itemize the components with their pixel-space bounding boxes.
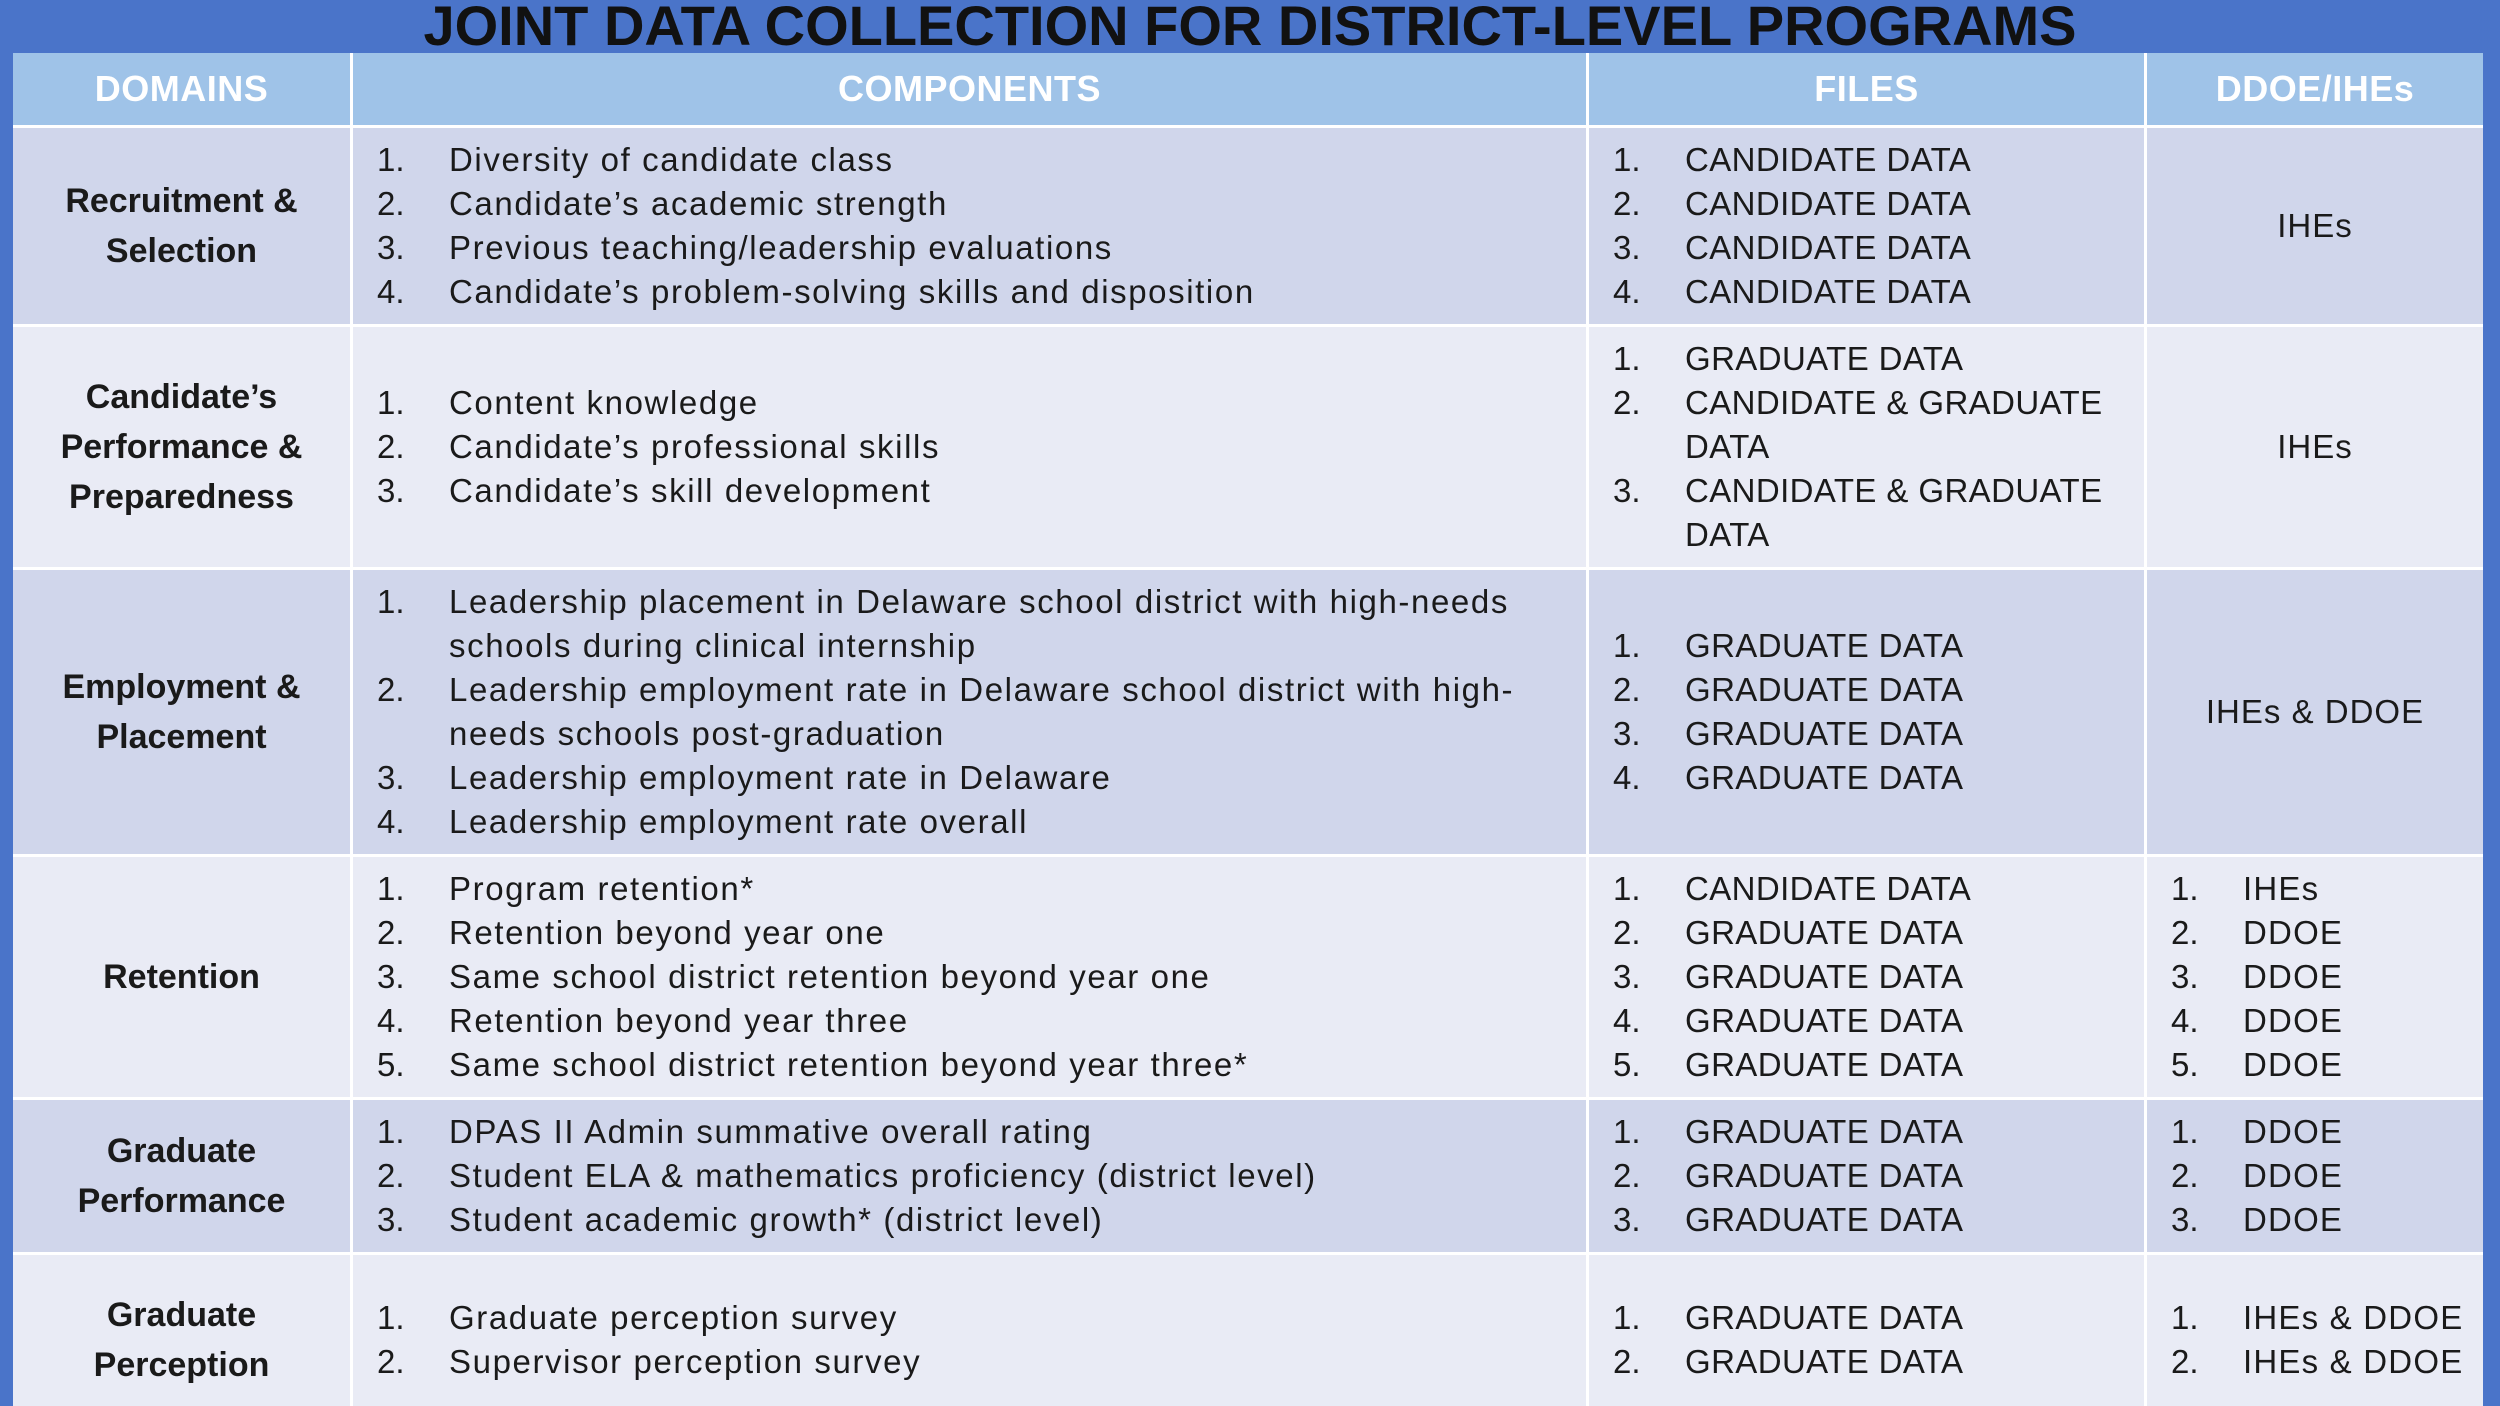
item-number: 2.	[1613, 384, 1641, 421]
file-item-text: GRADUATE DATA	[1685, 715, 1964, 752]
file-item-text: GRADUATE DATA	[1685, 1342, 1964, 1380]
owner-item-text: DDOE	[2243, 914, 2344, 951]
owner-item	[2155, 911, 2475, 955]
table-row	[13, 1255, 2483, 1406]
table-row	[13, 570, 2483, 857]
component-item	[361, 1296, 1578, 1340]
item-number: 1.	[1613, 141, 1641, 178]
components-cell	[353, 1255, 1589, 1406]
file-item	[1597, 668, 2136, 712]
item-number: 2.	[377, 1157, 405, 1194]
file-item-text: CANDIDATE DATA	[1685, 870, 1972, 907]
item-number: 1.	[377, 583, 405, 620]
domain-cell: Employment & Placement	[13, 570, 353, 857]
files-cell-list	[1597, 1296, 2136, 1384]
item-number: 2.	[1613, 185, 1641, 222]
components-cell-list	[361, 1110, 1578, 1242]
component-item	[361, 1154, 1578, 1198]
component-item	[361, 756, 1578, 800]
owner-item-text: DDOE	[2243, 1002, 2344, 1039]
components-cell	[353, 857, 1589, 1100]
owner-item-text: DDOE	[2243, 958, 2344, 995]
item-number: 2.	[1613, 914, 1641, 951]
files-cell	[1589, 128, 2147, 327]
file-item	[1597, 999, 2136, 1043]
component-item-text: Leadership placement in Delaware school district with high-needs schools during clinical internship	[449, 583, 1509, 664]
owner-item-text: IHEs & DDOE	[2243, 1298, 2464, 1336]
item-number: 3.	[377, 472, 405, 509]
component-item-text: Leadership employment rate overall	[449, 803, 1029, 840]
item-number: 1.	[1613, 340, 1641, 377]
item-number: 1.	[1613, 1113, 1641, 1150]
component-item	[361, 580, 1578, 668]
component-item-text: Diversity of candidate class	[449, 141, 894, 178]
component-item	[361, 999, 1578, 1043]
components-cell-list	[361, 1296, 1578, 1384]
components-cell	[353, 327, 1589, 570]
component-item-text: Same school district retention beyond year one	[449, 958, 1211, 995]
item-number: 1.	[377, 384, 405, 421]
header-files: FILES	[1589, 53, 2147, 128]
file-item-text: GRADUATE DATA	[1685, 627, 1964, 664]
files-cell-list	[1597, 867, 2136, 1087]
data-table-container	[13, 53, 2483, 1406]
item-number: 3.	[1613, 472, 1641, 509]
file-item-text: CANDIDATE & GRADUATE DATA	[1685, 384, 2103, 465]
item-number: 2.	[1613, 671, 1641, 708]
component-item-text: DPAS II Admin summative overall rating	[449, 1113, 1093, 1150]
item-number: 2.	[2171, 914, 2199, 951]
component-item-text: Graduate perception survey	[449, 1298, 898, 1336]
table-header-row	[13, 53, 2483, 128]
item-number: 2.	[377, 671, 405, 708]
owner-item	[2155, 867, 2475, 911]
component-item	[361, 270, 1578, 314]
component-item	[361, 469, 1578, 513]
file-item	[1597, 1340, 2136, 1384]
item-number: 3.	[377, 759, 405, 796]
item-number: 2.	[1613, 1157, 1641, 1194]
component-item	[361, 1043, 1578, 1087]
table-row	[13, 857, 2483, 1100]
files-cell	[1589, 570, 2147, 857]
item-number: 4.	[1613, 273, 1641, 310]
file-item-text: GRADUATE DATA	[1685, 340, 1964, 377]
domain-cell: Candidate’s Performance & Preparedness	[13, 327, 353, 570]
file-item	[1597, 337, 2136, 381]
file-item	[1597, 1110, 2136, 1154]
file-item	[1597, 270, 2136, 314]
file-item-text: GRADUATE DATA	[1685, 1298, 1964, 1336]
file-item-text: GRADUATE DATA	[1685, 1113, 1964, 1150]
component-item-text: Student ELA & mathematics proficiency (district level)	[449, 1157, 1317, 1194]
files-cell	[1589, 1255, 2147, 1406]
domain-cell: Retention	[13, 857, 353, 1100]
components-cell	[353, 1100, 1589, 1255]
component-item	[361, 800, 1578, 844]
item-number: 3.	[2171, 1201, 2199, 1238]
components-cell-list	[361, 867, 1578, 1087]
item-number: 1.	[377, 870, 405, 907]
owner-item	[2155, 1198, 2475, 1242]
owner-cell	[2147, 1100, 2483, 1255]
owner-cell-list	[2155, 867, 2475, 1087]
component-item	[361, 1340, 1578, 1384]
item-number: 3.	[377, 229, 405, 266]
component-item	[361, 226, 1578, 270]
table-body	[13, 128, 2483, 1406]
component-item-text: Retention beyond year one	[449, 914, 886, 951]
item-number: 5.	[2171, 1046, 2199, 1083]
owner-cell	[2147, 857, 2483, 1100]
file-item	[1597, 1296, 2136, 1340]
owner-item-text: DDOE	[2243, 1046, 2344, 1083]
file-item	[1597, 867, 2136, 911]
item-number: 4.	[2171, 1002, 2199, 1039]
owner-cell-list	[2155, 1110, 2475, 1242]
files-cell-list	[1597, 624, 2136, 800]
item-number: 1.	[377, 1298, 405, 1336]
owner-item	[2155, 1110, 2475, 1154]
table-row	[13, 1100, 2483, 1255]
component-item	[361, 182, 1578, 226]
item-number: 1.	[1613, 870, 1641, 907]
header-owner: DDOE/IHEs	[2147, 53, 2483, 128]
file-item-text: CANDIDATE DATA	[1685, 185, 1972, 222]
component-item-text: Leadership employment rate in Delaware school district with high-needs schools post-graduation	[449, 671, 1515, 752]
owner-item-text: DDOE	[2243, 1201, 2344, 1238]
component-item	[361, 668, 1578, 756]
file-item-text: CANDIDATE DATA	[1685, 273, 1972, 310]
item-number: 3.	[377, 958, 405, 995]
files-cell-list	[1597, 1110, 2136, 1242]
files-cell-list	[1597, 337, 2136, 557]
owner-item-text: IHEs	[2243, 870, 2320, 907]
component-item-text: Candidate’s skill development	[449, 472, 932, 509]
item-number: 1.	[1613, 1298, 1641, 1336]
table-row	[13, 327, 2483, 570]
owner-item	[2155, 1340, 2475, 1384]
component-item-text: Leadership employment rate in Delaware	[449, 759, 1112, 796]
component-item-text: Same school district retention beyond year three*	[449, 1046, 1249, 1083]
component-item-text: Supervisor perception survey	[449, 1342, 922, 1380]
components-cell-list	[361, 381, 1578, 513]
domain-cell: Recruitment & Selection	[13, 128, 353, 327]
components-cell	[353, 128, 1589, 327]
item-number: 1.	[1613, 627, 1641, 664]
item-number: 4.	[1613, 759, 1641, 796]
component-item	[361, 1198, 1578, 1242]
file-item-text: CANDIDATE & GRADUATE DATA	[1685, 472, 2103, 553]
owner-item	[2155, 1154, 2475, 1198]
owner-item-text: DDOE	[2243, 1157, 2344, 1194]
item-number: 1.	[2171, 870, 2199, 907]
page-title: JOINT DATA COLLECTION FOR DISTRICT-LEVEL PROGRAMS	[423, 0, 2077, 52]
owner-item	[2155, 1296, 2475, 1340]
component-item-text: Candidate’s professional skills	[449, 428, 941, 465]
header-domains: DOMAINS	[13, 53, 353, 128]
file-item-text: CANDIDATE DATA	[1685, 141, 1972, 178]
file-item	[1597, 1198, 2136, 1242]
item-number: 3.	[2171, 958, 2199, 995]
component-item-text: Previous teaching/leadership evaluations	[449, 229, 1113, 266]
component-item-text: Candidate’s problem-solving skills and disposition	[449, 273, 1255, 310]
item-number: 4.	[377, 1002, 405, 1039]
component-item-text: Content knowledge	[449, 384, 759, 421]
domain-cell: Graduate Perception	[13, 1255, 353, 1406]
item-number: 3.	[1613, 958, 1641, 995]
component-item-text: Candidate’s academic strength	[449, 185, 948, 222]
owner-cell: IHEs & DDOE	[2147, 570, 2483, 857]
files-cell	[1589, 1100, 2147, 1255]
file-item-text: GRADUATE DATA	[1685, 1157, 1964, 1194]
owner-cell	[2147, 1255, 2483, 1406]
item-number: 3.	[1613, 715, 1641, 752]
item-number: 1.	[2171, 1113, 2199, 1150]
domain-cell: Graduate Performance	[13, 1100, 353, 1255]
owner-cell-list	[2155, 1296, 2475, 1384]
files-cell	[1589, 857, 2147, 1100]
file-item	[1597, 182, 2136, 226]
file-item-text: CANDIDATE DATA	[1685, 229, 1972, 266]
owner-item-text: DDOE	[2243, 1113, 2344, 1150]
item-number: 1.	[2171, 1298, 2199, 1336]
component-item	[361, 867, 1578, 911]
component-item-text: Program retention*	[449, 870, 755, 907]
file-item-text: GRADUATE DATA	[1685, 1046, 1964, 1083]
file-item	[1597, 756, 2136, 800]
file-item	[1597, 226, 2136, 270]
item-number: 2.	[2171, 1342, 2199, 1380]
component-item	[361, 911, 1578, 955]
component-item-text: Student academic growth* (district level)	[449, 1201, 1104, 1238]
header-components: COMPONENTS	[353, 53, 1589, 128]
table-row	[13, 128, 2483, 327]
owner-item	[2155, 1043, 2475, 1087]
owner-cell: IHEs	[2147, 327, 2483, 570]
file-item	[1597, 1154, 2136, 1198]
files-cell	[1589, 327, 2147, 570]
file-item-text: GRADUATE DATA	[1685, 759, 1964, 796]
component-item	[361, 1110, 1578, 1154]
components-cell	[353, 570, 1589, 857]
item-number: 3.	[1613, 1201, 1641, 1238]
item-number: 1.	[377, 141, 405, 178]
file-item-text: GRADUATE DATA	[1685, 671, 1964, 708]
file-item	[1597, 469, 2136, 557]
component-item-text: Retention beyond year three	[449, 1002, 909, 1039]
files-cell-list	[1597, 138, 2136, 314]
item-number: 3.	[377, 1201, 405, 1238]
file-item-text: GRADUATE DATA	[1685, 1201, 1964, 1238]
file-item	[1597, 381, 2136, 469]
item-number: 4.	[377, 803, 405, 840]
item-number: 2.	[377, 428, 405, 465]
file-item	[1597, 1043, 2136, 1087]
item-number: 5.	[1613, 1046, 1641, 1083]
owner-item	[2155, 955, 2475, 999]
components-cell-list	[361, 580, 1578, 844]
item-number: 4.	[377, 273, 405, 310]
owner-cell: IHEs	[2147, 128, 2483, 327]
component-item	[361, 425, 1578, 469]
item-number: 2.	[377, 185, 405, 222]
item-number: 2.	[1613, 1342, 1641, 1380]
item-number: 5.	[377, 1046, 405, 1083]
owner-item	[2155, 999, 2475, 1043]
file-item	[1597, 911, 2136, 955]
file-item	[1597, 624, 2136, 668]
file-item	[1597, 138, 2136, 182]
file-item	[1597, 712, 2136, 756]
file-item	[1597, 955, 2136, 999]
components-cell-list	[361, 138, 1578, 314]
item-number: 4.	[1613, 1002, 1641, 1039]
data-collection-table	[13, 53, 2483, 1406]
item-number: 2.	[377, 914, 405, 951]
item-number: 2.	[377, 1342, 405, 1380]
item-number: 2.	[2171, 1157, 2199, 1194]
component-item	[361, 381, 1578, 425]
file-item-text: GRADUATE DATA	[1685, 914, 1964, 951]
item-number: 1.	[377, 1113, 405, 1150]
component-item	[361, 138, 1578, 182]
file-item-text: GRADUATE DATA	[1685, 958, 1964, 995]
item-number: 3.	[1613, 229, 1641, 266]
owner-item-text: IHEs & DDOE	[2243, 1342, 2464, 1380]
file-item-text: GRADUATE DATA	[1685, 1002, 1964, 1039]
component-item	[361, 955, 1578, 999]
